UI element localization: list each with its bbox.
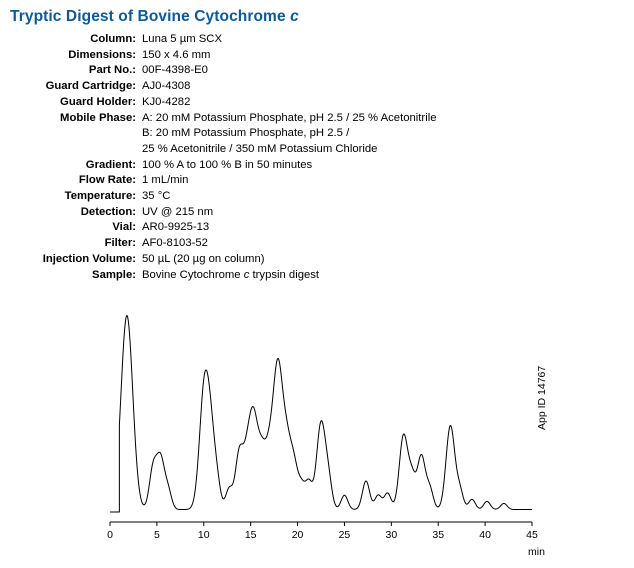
x-axis-tick-label: 10 (197, 529, 210, 541)
parameter-label: Detection: (80, 205, 136, 218)
parameter-label: Vial: (112, 221, 136, 234)
parameter-row (8, 32, 508, 48)
parameter-row (8, 252, 508, 268)
page-title-text: Tryptic Digest of Bovine Cytochrome (10, 8, 291, 25)
parameter-row (8, 111, 508, 127)
parameter-label: Gradient: (85, 158, 136, 171)
parameter-row (8, 173, 508, 189)
page-title-italic: c (290, 8, 299, 25)
parameter-label: Guard Cartridge: (45, 80, 136, 93)
parameter-label (8, 142, 142, 158)
x-axis-tick-label: 20 (291, 529, 304, 541)
x-axis-tick-label: 5 (153, 529, 160, 541)
chromatogram-chart (96, 300, 546, 550)
parameter-row (8, 126, 508, 142)
parameter-value-italic: c (243, 268, 250, 281)
parameter-label: Sample: (92, 268, 136, 281)
parameter-value: AJ0-4308 (142, 80, 191, 93)
parameter-value: AR0-9925-13 (142, 221, 210, 234)
parameter-row (8, 220, 508, 236)
parameter-label: Flow Rate: (78, 174, 136, 187)
parameter-label: Column: (90, 33, 136, 45)
page-title (10, 8, 299, 26)
parameter-row (8, 236, 508, 252)
x-axis-unit-label: min (528, 546, 545, 558)
parameters-table (8, 32, 508, 283)
x-axis-tick-label: 25 (338, 529, 351, 541)
parameter-value: 25 % Acetonitrile / 350 mM Potassium Chloride (142, 142, 378, 155)
x-axis-tick-label: 0 (107, 529, 113, 541)
parameter-label: Filter: (104, 237, 136, 250)
x-axis-tick-label: 45 (526, 529, 538, 541)
parameter-value: AF0-8103-52 (142, 237, 208, 250)
parameter-row (8, 95, 508, 111)
parameter-row (8, 48, 508, 64)
parameter-value-pre: Bovine Cytochrome (142, 268, 244, 281)
parameter-row (8, 142, 508, 158)
x-axis-tick-label: 40 (479, 529, 491, 541)
parameter-value: 100 % A to 100 % B in 50 minutes (142, 158, 313, 171)
chromatogram-trace (110, 316, 532, 512)
parameters-body (8, 32, 508, 283)
parameter-row (8, 158, 508, 174)
parameter-row (8, 79, 508, 95)
parameter-value: 50 µL (20 µg on column) (142, 252, 265, 265)
x-axis-tick-label: 15 (244, 529, 257, 541)
parameter-label: Dimensions: (68, 48, 136, 61)
parameter-row (8, 268, 508, 284)
parameter-row (8, 189, 508, 205)
x-axis-tick-label: 35 (432, 529, 445, 541)
parameter-value (142, 268, 508, 284)
x-axis-tick-label: 30 (385, 529, 398, 541)
parameter-row (8, 63, 508, 79)
parameter-label: Mobile Phase: (60, 111, 136, 124)
parameter-label: Guard Holder: (60, 95, 136, 108)
app-id-label: App ID 14767 (536, 365, 548, 430)
parameter-value: B: 20 mM Potassium Phosphate, pH 2.5 / (142, 127, 350, 140)
parameter-label (8, 126, 142, 142)
parameter-value: A: 20 mM Potassium Phosphate, pH 2.5 / 25 % Acetonitrile (142, 111, 437, 124)
parameter-label: Injection Volume: (42, 252, 136, 265)
parameter-value: 35 °C (142, 190, 171, 203)
parameter-value: UV @ 215 nm (142, 205, 214, 218)
parameter-value-post: trypsin digest (249, 268, 320, 281)
parameter-value: 00F-4398-E0 (142, 64, 208, 77)
parameter-label: Part No.: (88, 64, 136, 77)
parameter-label: Temperature: (64, 190, 136, 203)
parameter-value: KJ0-4282 (142, 95, 191, 108)
parameter-value: Luna 5 µm SCX (142, 33, 222, 45)
parameter-value: 150 x 4.6 mm (142, 48, 211, 61)
parameter-row (8, 205, 508, 221)
parameter-value: 1 mL/min (142, 174, 189, 187)
